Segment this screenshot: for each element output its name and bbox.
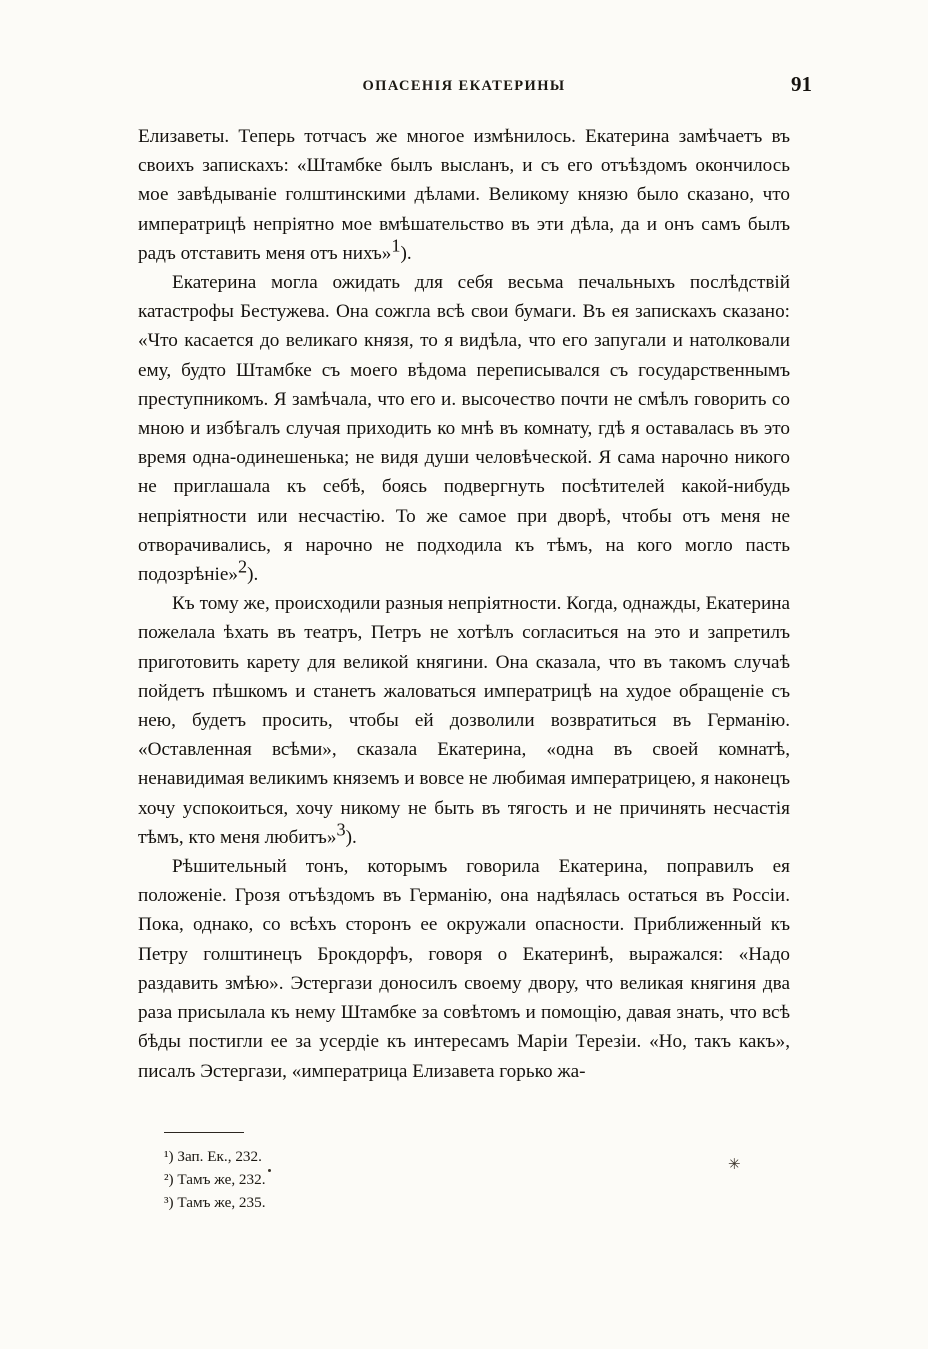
running-title: ОПАСЕНІЯ ЕКАТЕРИНЫ — [362, 78, 566, 94]
page-artifact-asterisk: ✳ — [728, 1157, 741, 1173]
paragraph-3-tail: ). — [345, 826, 357, 848]
footnote-ref-3[interactable]: 3 — [336, 819, 346, 840]
footnote-item: ¹) Зап. Ек., 232. — [164, 1147, 262, 1165]
paragraph-4 — [138, 852, 790, 1086]
paragraph-2-tail: ). — [247, 564, 259, 586]
paragraph-4-text: Рѣшительный тонъ, которымъ говорила Екатерина, поправилъ ея положеніе. Грозя отъѣздомъ въ Германію, она надѣялась остаться въ Россіи. Пока, однако, со всѣхъ сторонъ ее окружали опасности. Приближенный къ Петру голштинецъ Брокдорфъ, говоря о Екатеринѣ, выражался: «Надо раздавить змѣю». Эстергази доносилъ своему двору, что великая княгиня два раза присылала къ нему Штамбке за совѣтомъ и помощію, давая знать, что всѣ бѣды постигли ее за усердіе къ интересамъ Маріи Терезіи. «Но, такъ какъ», писалъ Эстергази, «императрица Елизавета горько жа- — [138, 856, 790, 1082]
footnote-item: ²) Тамъ же, 232. — [164, 1170, 266, 1188]
page-content — [138, 72, 812, 1214]
paragraph-3 — [138, 589, 790, 852]
paragraph-2 — [138, 268, 790, 589]
page-artifact-dot — [268, 1169, 271, 1172]
running-head — [138, 72, 812, 104]
paragraph-3-text: Къ тому же, происходили разныя непріятности. Когда, однажды, Екатерина пожелала ѣхать въ театръ, Петръ не хотѣлъ согласиться на это и запретилъ приготовить карету для великой княгини. Она сказала, что въ такомъ случаѣ пойдетъ пѣшкомъ и станетъ жаловаться императрицѣ на худое обращеніе съ нею, будетъ просить, чтобы ей дозволили возвратиться въ Германію. «Оставленная всѣми», сказала Екатерина, «одна въ своей комнатѣ, ненавидимая великимъ княземъ и вовсе не любимая императрицею, я наконецъ хочу успокоиться, хочу никому не быть въ тягость и не причинять несчастія тѣмъ, кто меня любитъ» — [138, 593, 790, 848]
paragraph-1-tail: ). — [400, 242, 412, 264]
page-number: 91 — [791, 72, 812, 96]
paragraph-1-text: Елизаветы. Теперь тотчасъ же многое измѣнилось. Екатерина замѣчаетъ въ своихъ запискахъ: «Штамбке былъ высланъ, и съ его отъѣздомъ окончилось мое завѣдываніе голштинскими дѣлами. Великому князю было сказано, что императрицѣ непріятно мое вмѣшательство въ эти дѣла, да и онъ самъ былъ радъ отставить меня отъ нихъ» — [138, 126, 790, 264]
footnotes — [164, 1145, 790, 1214]
footnote-ref-2[interactable]: 2 — [237, 556, 248, 577]
footnote-separator — [164, 1132, 244, 1133]
body-text — [138, 122, 790, 1086]
paragraph-1 — [138, 122, 790, 268]
footnote-ref-1[interactable]: 1 — [391, 235, 401, 256]
paragraph-2-text: Екатерина могла ожидать для себя весьма печальныхъ послѣдствій катастрофы Бестужева. Она сожгла всѣ свои бумаги. Въ ея запискахъ сказано: «Что касается до великаго князя, то я видѣла, что его запугали и натолковали ему, будто Штамбке съ моего вѣдома переписывался съ государственнымъ преступникомъ. Я замѣчала, что его и. высочество почти не смѣлъ говорить со мною и избѣгалъ случая приходить ко мнѣ въ комнату, гдѣ я оставалась въ это время одна-одинешенька; не видя души человѣческой. Я сама нарочно никого не приглашала къ себѣ, боясь подвергнуть посѣтителей какой-нибудь непріятности или несчастію. То же самое при дворѣ, чтобы отъ меня не отворачивались, я нарочно не подходила къ тѣмъ, на кого могло пасть подозрѣніе» — [138, 272, 790, 586]
footnote-item: ³) Тамъ же, 235. — [164, 1193, 266, 1211]
